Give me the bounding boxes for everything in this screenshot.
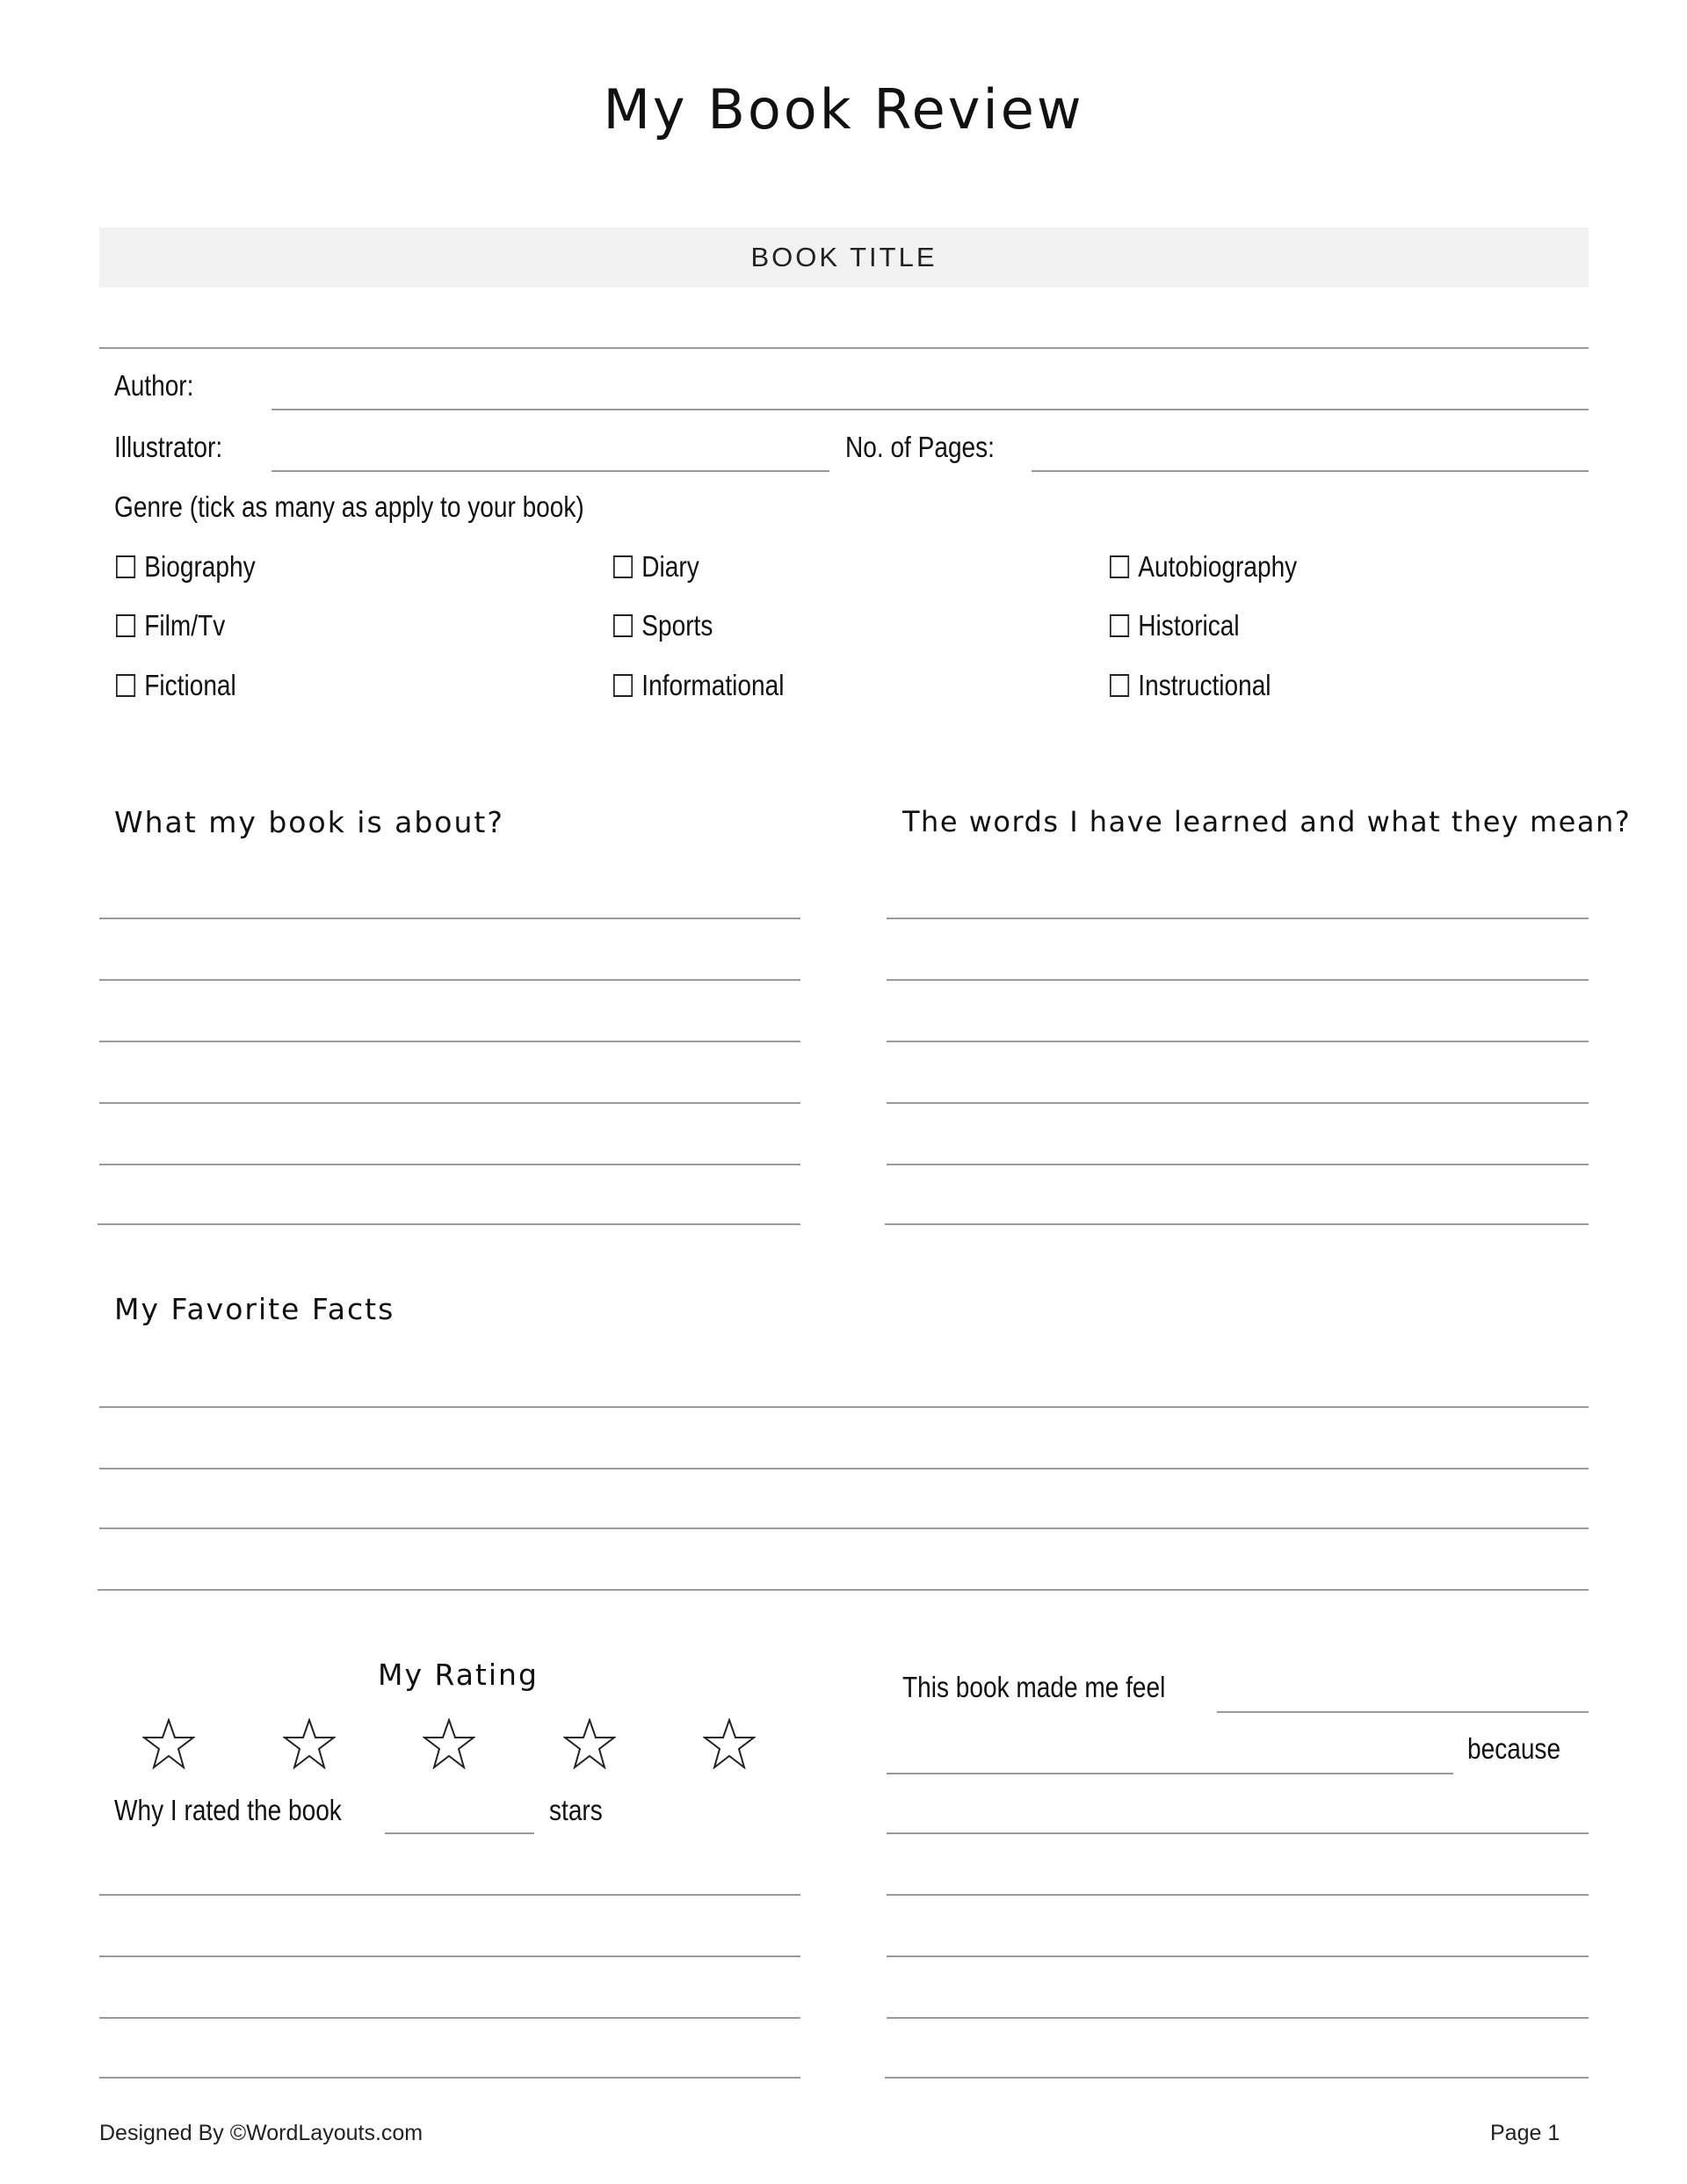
about-line[interactable]	[99, 979, 800, 981]
empty-star-icon[interactable]	[423, 1718, 475, 1769]
genre-option-historical[interactable]	[1110, 609, 1240, 642]
facts-heading: My Favorite Facts	[114, 1292, 395, 1326]
about-line[interactable]	[99, 918, 800, 919]
rating-reason-line[interactable]	[99, 2017, 800, 2019]
empty-checkbox-icon[interactable]	[1110, 674, 1129, 697]
empty-checkbox-icon[interactable]	[1110, 614, 1129, 637]
empty-checkbox-icon[interactable]	[613, 674, 633, 697]
illustrator-label: Illustrator:	[114, 431, 223, 463]
rating-reason-line[interactable]	[99, 1894, 800, 1896]
rating-reason-line[interactable]	[99, 1955, 800, 1957]
because-line[interactable]	[887, 1894, 1589, 1896]
book-title-label: BOOK TITLE	[750, 242, 938, 272]
genre-label: Historical	[1138, 609, 1240, 642]
words-line[interactable]	[887, 918, 1589, 919]
empty-star-icon[interactable]	[703, 1718, 756, 1769]
pages-label: No. of Pages:	[845, 431, 995, 463]
empty-checkbox-icon[interactable]	[116, 674, 135, 697]
genre-option-fictional[interactable]	[116, 669, 236, 702]
genre-option-informational[interactable]	[613, 669, 784, 702]
about-line[interactable]	[99, 1102, 800, 1104]
genre-label: Sports	[641, 609, 713, 642]
footer-credit: Designed By ©WordLayouts.com	[99, 2121, 424, 2145]
genre-prompt: Genre (tick as many as apply to your book)	[114, 490, 584, 523]
words-line[interactable]	[887, 1164, 1589, 1165]
genre-option-film-tv[interactable]	[116, 609, 225, 642]
pages-line[interactable]	[1032, 470, 1589, 472]
genre-label: Diary	[641, 550, 699, 583]
empty-checkbox-icon[interactable]	[116, 555, 135, 578]
why-rated-label: Why I rated the book	[114, 1794, 342, 1826]
genre-label: Biography	[144, 550, 256, 583]
words-line[interactable]	[885, 1223, 1589, 1225]
because-line[interactable]	[887, 1955, 1589, 1957]
page-number: Page 1	[1490, 2121, 1560, 2145]
words-line[interactable]	[887, 979, 1589, 981]
words-line[interactable]	[887, 1041, 1589, 1042]
page-title: My Book Review	[603, 77, 1084, 141]
rating-reason-line[interactable]	[99, 2077, 800, 2079]
genre-option-sports[interactable]	[613, 609, 713, 642]
because-line[interactable]	[887, 1832, 1589, 1834]
rating-count-line[interactable]	[385, 1832, 534, 1834]
about-line[interactable]	[99, 1041, 800, 1042]
genre-option-diary[interactable]	[613, 550, 699, 584]
feel-line[interactable]	[1217, 1711, 1589, 1713]
genre-label: Informational	[641, 669, 785, 701]
genre-option-instructional[interactable]	[1110, 669, 1271, 702]
facts-line[interactable]	[98, 1589, 1589, 1591]
empty-star-icon[interactable]	[563, 1718, 616, 1769]
facts-line[interactable]	[99, 1527, 1589, 1529]
empty-checkbox-icon[interactable]	[613, 555, 633, 578]
author-line[interactable]	[272, 409, 1589, 410]
because-line[interactable]	[885, 2077, 1589, 2079]
genre-label: Fictional	[144, 669, 236, 701]
about-line[interactable]	[98, 1223, 800, 1225]
author-label: Author:	[114, 369, 194, 402]
empty-checkbox-icon[interactable]	[1110, 555, 1129, 578]
genre-option-autobiography[interactable]	[1110, 550, 1297, 584]
feel-label: This book made me feel	[902, 1671, 1166, 1703]
facts-line[interactable]	[99, 1406, 1589, 1408]
because-line[interactable]	[887, 2017, 1589, 2019]
feel-line-2[interactable]	[887, 1773, 1453, 1774]
words-line[interactable]	[887, 1102, 1589, 1104]
genre-label: Autobiography	[1138, 550, 1298, 583]
about-line[interactable]	[99, 1164, 800, 1165]
empty-star-icon[interactable]	[142, 1718, 195, 1769]
stars-label: stars	[549, 1794, 603, 1826]
rating-heading: My Rating	[378, 1658, 539, 1692]
book-title-line[interactable]	[99, 347, 1589, 349]
empty-star-icon[interactable]	[283, 1718, 336, 1769]
because-label: because	[1467, 1732, 1561, 1765]
genre-label: Instructional	[1138, 669, 1271, 701]
facts-line[interactable]	[99, 1468, 1589, 1469]
genre-label: Film/Tv	[144, 609, 226, 642]
genre-option-biography[interactable]	[116, 550, 256, 584]
illustrator-line[interactable]	[272, 470, 829, 472]
words-heading: The words I have learned and what they mean?	[902, 805, 1632, 838]
empty-checkbox-icon[interactable]	[116, 614, 135, 637]
empty-checkbox-icon[interactable]	[613, 614, 633, 637]
about-heading: What my book is about?	[114, 805, 504, 839]
book-title-band	[99, 228, 1589, 287]
